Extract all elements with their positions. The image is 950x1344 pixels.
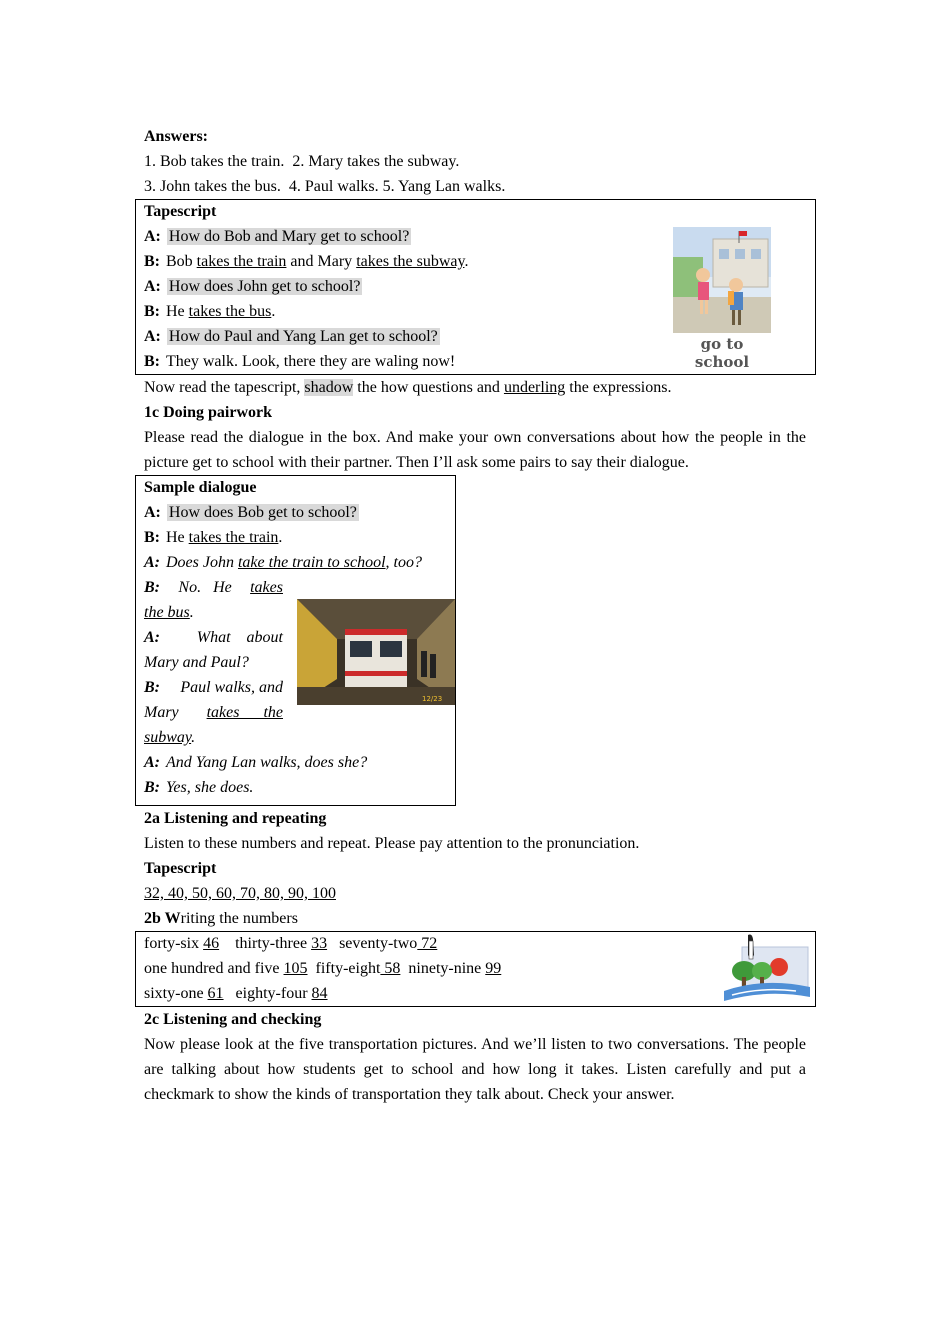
sample-question-1: How does Bob get to school? <box>168 504 357 521</box>
section-2b-heading-bold: 2b W <box>144 910 181 927</box>
expression: subway <box>144 729 192 746</box>
number-word: seventy-two <box>339 935 418 952</box>
response-text: No. He <box>178 579 232 596</box>
response-text: He <box>166 529 185 546</box>
number-word: eighty-four <box>235 985 308 1002</box>
response-text: Paul walks, and <box>180 679 283 696</box>
instruction-line <box>144 375 806 400</box>
instruction-shadow: shadow <box>304 379 354 396</box>
expression: takes the subway <box>356 253 465 270</box>
go-to-school-illustration <box>673 227 771 333</box>
response-text: Yes, she does. <box>166 779 254 796</box>
number-answer: 58 <box>380 960 401 977</box>
speaker-a: A: <box>144 504 161 521</box>
subway-train-image <box>297 599 455 705</box>
speaker-b: B: <box>144 353 160 370</box>
question-3: How do Paul and Yang Lan get to school? <box>168 328 438 345</box>
answers-line-2: 3. John takes the bus. 4. Paul walks. 5. Yang Lan walks. <box>144 178 506 195</box>
numbers-content <box>144 931 806 1006</box>
numbers-row-2 <box>144 956 806 981</box>
question-text: Mary and Paul? <box>144 654 249 671</box>
question-2: How does John get to school? <box>168 278 361 295</box>
numbers-row-3 <box>144 981 806 1006</box>
instruction-text: the how questions and <box>357 379 500 396</box>
response-text: and Mary <box>290 253 353 270</box>
sample-heading: Sample dialogue <box>144 479 257 496</box>
speaker-b: B: <box>144 303 160 320</box>
response-text: . <box>271 303 276 320</box>
expression: takes the train <box>196 253 287 270</box>
response-text: Mary <box>144 704 179 721</box>
question-text: What about <box>196 629 283 646</box>
expression: the bus <box>144 604 190 621</box>
response-text: . <box>464 253 469 270</box>
response-text: They walk. Look, there they are waling now! <box>166 353 456 370</box>
expression: takes <box>250 579 283 596</box>
instruction-text: the expressions. <box>569 379 672 396</box>
section-2c-body: Now please look at the five transportation pictures. And we’ll listen to two conversations. The people are talking about how students get to school and how long it takes. Listen carefully and put a checkmark to show the kinds of transportation they talk about. Check your answer. <box>144 1036 806 1103</box>
expression: takes the <box>206 704 283 721</box>
section-1c-body: Please read the dialogue in the box. And make your own conversations about how the people in the picture get to school with their partner. Then I’ll ask some pairs to say their dialogue. <box>144 429 806 471</box>
speaker-a: A: <box>144 228 161 245</box>
expression: takes the bus <box>188 303 272 320</box>
section-2b-heading-rest: riting the numbers <box>180 910 298 927</box>
number-word: ninety-nine <box>408 960 482 977</box>
number-word: sixty-one <box>144 985 204 1002</box>
question-text: And Yang Lan walks, does she? <box>166 754 368 771</box>
speaker-b: B: <box>144 253 160 270</box>
speaker-b: B: <box>144 679 160 696</box>
number-answer: 105 <box>283 960 308 977</box>
section-2a-heading: 2a Listening and repeating <box>144 810 327 827</box>
section-2c <box>144 1007 806 1107</box>
tapescript-heading: Tapescript <box>144 203 217 220</box>
response-text: Bob <box>166 253 193 270</box>
number-answer: 33 <box>311 935 328 952</box>
school-children-image <box>673 227 771 333</box>
number-word: fifty-eight <box>315 960 381 977</box>
expression: take the train to school <box>237 554 386 571</box>
speaker-b: B: <box>144 579 160 596</box>
speaker-b: B: <box>144 529 160 546</box>
number-word: thirty-three <box>235 935 308 952</box>
speaker-b: B: <box>144 779 160 796</box>
section-2a <box>144 806 806 931</box>
response-text: He <box>166 303 185 320</box>
numbers-row-1 <box>144 931 806 956</box>
photo-date-stamp: 12/23 <box>422 695 443 703</box>
section-1c <box>144 400 806 475</box>
go-to-school-caption: go to school <box>694 335 750 371</box>
section-1c-heading: 1c Doing pairwork <box>144 404 272 421</box>
speaker-a: A: <box>144 328 161 345</box>
speaker-a: A: <box>144 629 160 646</box>
number-word: forty-six <box>144 935 200 952</box>
campus-logo-image <box>722 933 812 1001</box>
number-answer: 46 <box>203 935 220 952</box>
number-word: one hundred and five <box>144 960 280 977</box>
question-text: Does John <box>166 554 234 571</box>
number-answer: 84 <box>311 985 328 1002</box>
response-text: . <box>189 604 194 621</box>
response-text: . <box>278 529 283 546</box>
number-answer: 99 <box>485 960 502 977</box>
section-2a-numbers: 32, 40, 50, 60, 70, 80, 90, 100 <box>144 885 336 902</box>
answers-heading: Answers: <box>144 128 208 145</box>
number-answer: 72 <box>417 935 438 952</box>
speaker-a: A: <box>144 554 160 571</box>
section-2c-heading: 2c Listening and checking <box>144 1011 322 1028</box>
question-text: , too? <box>385 554 422 571</box>
number-answer: 61 <box>207 985 224 1002</box>
instruction-text: Now read the tapescript, <box>144 379 301 396</box>
speaker-a: A: <box>144 754 160 771</box>
speaker-a: A: <box>144 278 161 295</box>
section-2a-body: Listen to these numbers and repeat. Please pay attention to the pronunciation. <box>144 835 640 852</box>
campus-logo <box>722 933 812 1001</box>
answers-section <box>144 124 806 199</box>
expression: takes the train <box>188 529 279 546</box>
subway-train-photo <box>297 599 455 705</box>
response-text: . <box>191 729 196 746</box>
question-1: How do Bob and Mary get to school? <box>168 228 410 245</box>
section-2a-tapescript-heading: Tapescript <box>144 860 217 877</box>
answers-line-1: 1. Bob takes the train. 2. Mary takes the subway. <box>144 153 460 170</box>
instruction-underline: underling <box>503 379 566 396</box>
